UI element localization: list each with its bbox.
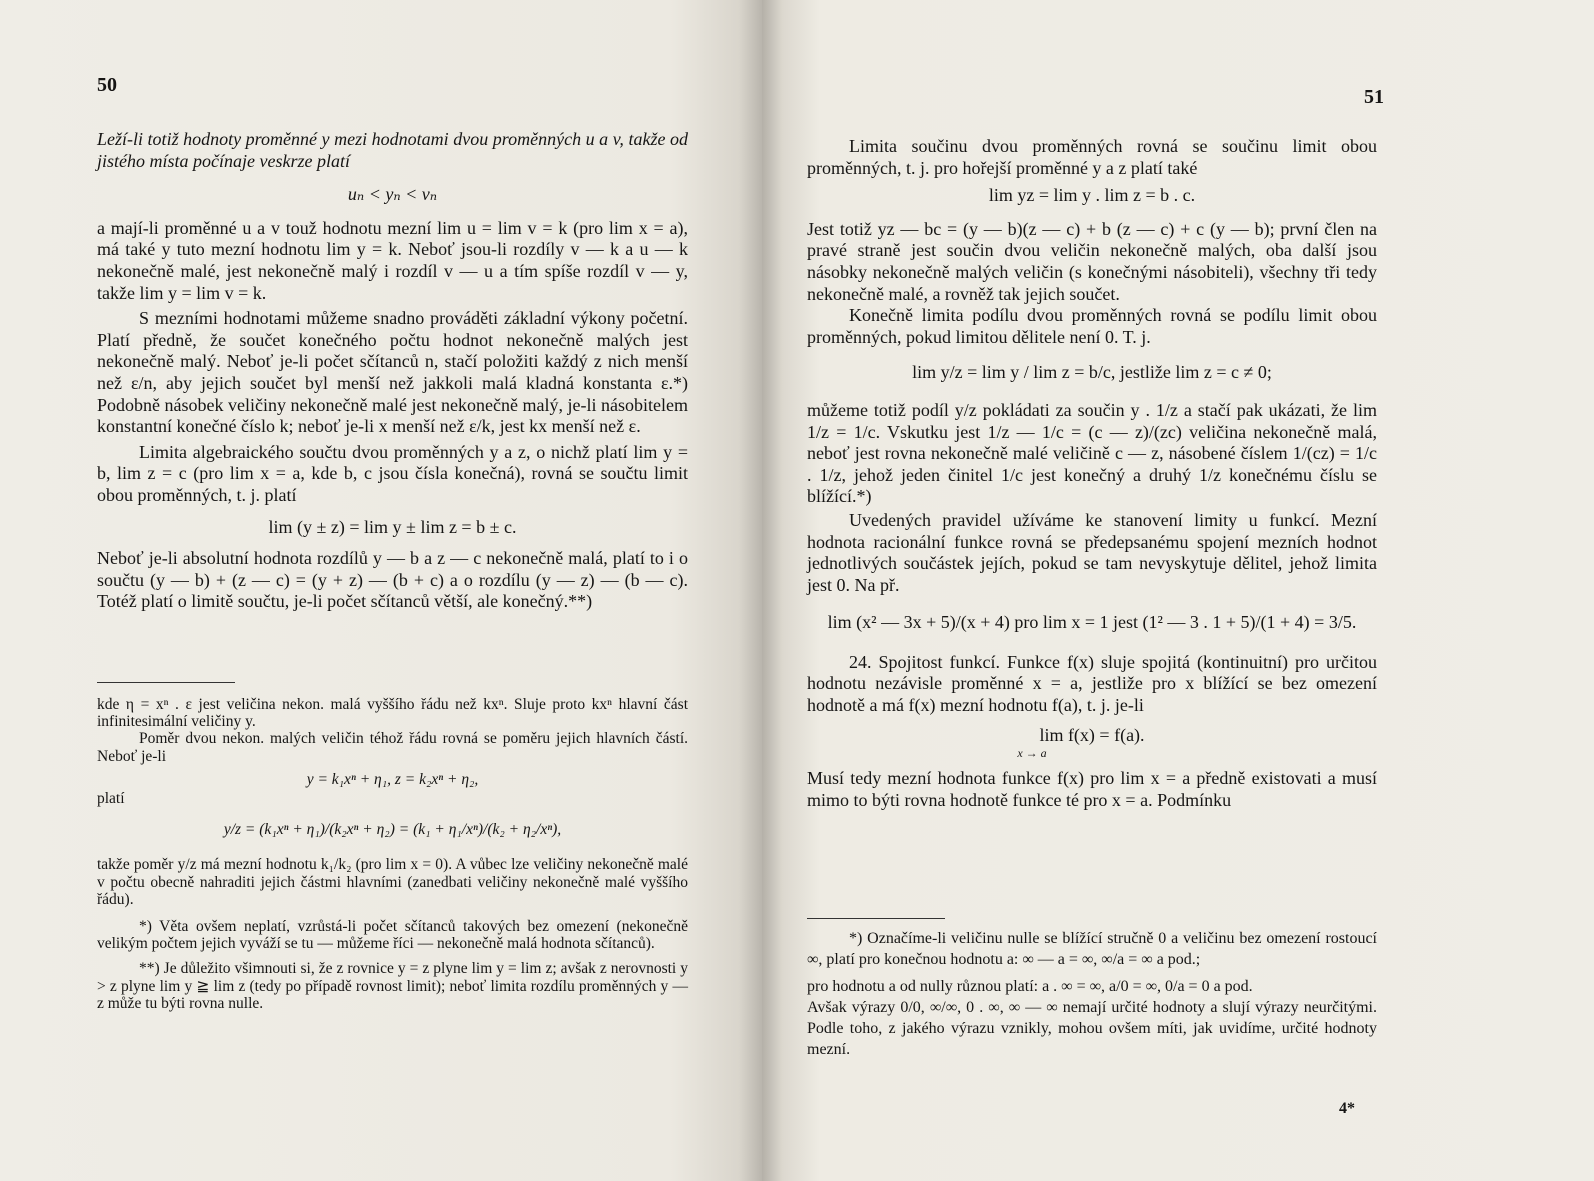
paragraph: a mají-li proměnné u a v touž hodnotu mezní lim u = lim v = k (pro lim x = a), má také y tuto mezní hodnotu lim y = k. Neboť jsou-li rozdíly v — k a u — k nekonečně malé, jest nekonečně malý i rozdíl v — u a tím spíše rozdíl v — y, takže lim y = lim v = k. (97, 217, 688, 303)
paragraph: Uvedených pravidel užíváme ke stanovení limity u funkcí. Mezní hodnota racionální funkce rovná se předepsanému spojení mezních hodnot jednotlivých součástek jejích, pokud se tam nevyskytuje dělitel, jehož limita jest 0. Na př. (807, 509, 1377, 595)
product-limit-formula: lim yz = lim y . lim z = b . c. (988, 185, 1196, 206)
footnote-text: takže poměr y/z má mezní hodnotu k₁/k₂ (pro lim x = 0). A vůbec lze veličiny nekonečně malé v počtu obecně nahraditi jejich částmi hlavními (zanedbati veličiny nekonečně malé vyššího řádu). (97, 856, 688, 908)
left-footnotes (97, 696, 688, 1012)
paragraph: S mezními hodnotami můžeme snadno prováděti základní výkony početní. Platí předně, že součet konečného počtu hodnot nekonečně malých jest nekonečně malý. Neboť je-li počet sčítanců n, stačí položiti každý z nich menší než ε/n, aby jejich součet byl menší než jakkoli malá kladná konstanta ε.*) Podobně násobek veličiny nekonečně malé jest nekonečně malý, je-li násobitelem konstantní konečné číslo k; neboť je-li x menší než ε/k, jest kx menší než ε. (97, 308, 688, 437)
paragraph: Limita algebraického součtu dvou proměnných y a z, o nichž platí lim y = b, lim z = c (pro lim x = a, kde b, c jsou čísla konečná), rovná se součtu limit obou proměnných, t. j. platí (97, 441, 688, 505)
left-main-text (97, 129, 688, 613)
paragraph: můžeme totiž podíl y/z pokládati za součin y . 1/z a stačí pak ukázati, že lim 1/z = 1/c. Vskutku jest 1/z — 1/c = (c — z)/(zc) veličina nekonečně malá, neboť jest rovna nekonečně malé veličině c — z, násobené číslem 1/(cz) = 1/c . 1/z, jehož jeden činitel 1/c jest konečný a druhý 1/z konečnému číslu se blížící.*) (807, 399, 1377, 507)
inequality-formula: uₙ < yₙ < vₙ (347, 184, 438, 205)
page-number-left: 50 (97, 74, 117, 96)
paragraph: Neboť je-li absolutní hodnota rozdílů y — b a z — c nekonečně malá, platí to i o součtu (y — b) + (z — c) = (y + z) — (b + c) a o rozdílu (y — z) — (b — c). Totéž platí o limitě součtu, je-li počet sčítanců větší, ale konečný.**) (97, 548, 688, 612)
footnote-text: *) Označíme-li veličinu nulle se blížící stručně 0 a veličinu bez omezení rostoucí ∞, platí pro konečnou hodnotu a: ∞ — a = ∞, ∞/a = ∞ a pod.; (807, 930, 1377, 968)
signature-mark: 4* (1339, 1100, 1355, 1117)
limit-subscript: x → a (1017, 746, 1047, 761)
section-paragraph: 24. Spojitost funkcí. Funkce f(x) sluje spojitá (kontinuitní) pro určitou hodnotu nezávisle proměnné x = a, jestliže pro x blížící se bez omezení hodnotě a má f(x) mezní hodnotu f(a), t. j. je-li (807, 651, 1377, 716)
footnote-formula: y = k₁xⁿ + η₁, z = k₂xⁿ + η₂, (306, 770, 479, 788)
footnote-rule (807, 918, 945, 919)
footnote-label: platí (97, 790, 125, 808)
paragraph: Leží-li totiž hodnoty proměnné y mezi hodnotami dvou proměnných u a v, takže od jistého místa počínaje veskrze platí (97, 129, 688, 171)
paragraph: Konečně limita podílu dvou proměnných rovná se podílu limit obou proměnných, pokud limitou dělitele není 0. T. j. (807, 305, 1377, 347)
right-page (762, 0, 1594, 1181)
quotient-limit-formula: lim y/z = lim y / lim z = b/c, jestliže lim z = c ≠ 0; (912, 362, 1272, 383)
footnote-text: kde η = xⁿ . ε jest veličina nekon. malá vyššího řádu než kxⁿ. Sluje proto kxⁿ hlavní část infinitesimální veličiny y. (97, 696, 688, 731)
continuity-formula: lim f(x) = f(a). (1039, 724, 1145, 745)
footnote-text: Poměr dvou nekon. malých veličin téhož řádu rovná se poměru jejich hlavních částí. Neboť je-li (97, 730, 688, 765)
sum-limit-formula: lim (y ± z) = lim y ± lim z = b ± c. (268, 516, 517, 537)
right-main-text (807, 136, 1377, 811)
paragraph: Musí tedy mezní hodnota funkce f(x) pro lim x = a předně existovati a musí mimo to býti rovna hodnotě funkce té pro x = a. Podmínku (807, 768, 1377, 810)
footnote-rule (97, 682, 235, 683)
paragraph: Limita součinu dvou proměnných rovná se součinu limit obou proměnných, t. j. pro hořejší proměnné y a z platí také (807, 136, 1377, 178)
footnote-text: pro hodnotu a od nully různou platí: a . ∞ = ∞, a/0 = ∞, 0/a = 0 a pod. (807, 978, 1253, 995)
footnote-text: Avšak výrazy 0/0, ∞/∞, 0 . ∞, ∞ — ∞ nemají určité hodnoty a slují výrazy neurčitými. Podle toho, z jakého výrazu vznikly, mohou ovšem míti, jak uvidíme, určité hodnoty mezní. (807, 999, 1377, 1058)
paragraph: Jest totiž yz — bc = (y — b)(z — c) + b (z — c) + c (y — b); první člen na pravé straně jest součin dvou veličin nekonečně malých, oba další jsou násobky nekonečně malých veličin (s konečnými násobiteli), všechny tři tedy nekonečně malé, a rovněž tak jejich součet. (807, 218, 1377, 304)
footnote-formula: y/z = (k₁xⁿ + η₁)/(k₂xⁿ + η₂) = (k₁ + η₁/xⁿ)/(k₂ + η₂/xⁿ), (223, 821, 562, 839)
footnote-text: *) Věta ovšem neplatí, vzrůstá-li počet sčítanců takových bez omezení (nekonečně velikým počtem jejich vyváží se tu — můžeme říci — nekonečně malá hodnota sčítanců). (97, 918, 688, 953)
left-page (0, 0, 762, 1181)
right-footnotes (807, 928, 1377, 1060)
rational-function-example: lim (x² — 3x + 5)/(x + 4) pro lim x = 1 jest (1² — 3 . 1 + 5)/(1 + 4) = 3/5. (827, 612, 1357, 633)
footnote-text: **) Je důležito všimnouti si, že z rovnice y = z plyne lim y = lim z; avšak z nerovnosti y > z plyne lim y ≧ lim z (tedy po případě rovnost limit); neboť limita rozdílu proměnných y — z může tu býti rovna nulle. (97, 960, 688, 1012)
page-number-right: 51 (1364, 86, 1384, 108)
